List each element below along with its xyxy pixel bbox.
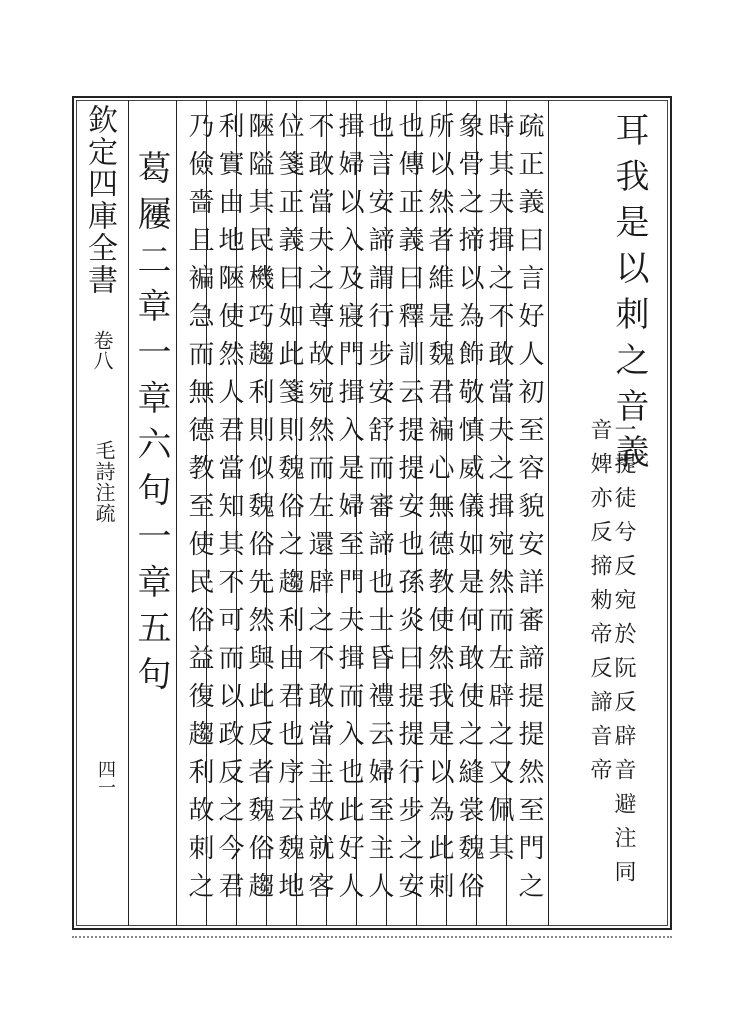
text-column: 音婢亦反揥勑帝反諦音帝: [587, 418, 612, 792]
column-rule: [548, 100, 549, 926]
text-column: 也傳正義曰釋訓云提提安也孫炎曰提提行步之安: [394, 112, 424, 910]
text-column: 不敢當夫之尊故宛然而左還辟之不敢當主故就客: [304, 112, 334, 910]
column-rule: [416, 100, 417, 926]
collection-title: 欽定四庫全書: [82, 104, 117, 296]
text-column: 利實由地陿使然人君當知其不可而以政反之今君: [214, 112, 244, 910]
text-column: 時其夫揖之不敢當夫之揖宛然而左辟之又佩其: [484, 112, 514, 872]
text-column: 揖婦以入及寢門揖入是婦至門夫揖而入也此好人: [334, 112, 364, 910]
text-column: 位箋正義曰如此箋則魏俗之趨利由君也序云魏地: [274, 112, 304, 910]
column-rule: [296, 100, 297, 926]
column-rule: [176, 100, 177, 926]
margin-divider: [128, 100, 129, 926]
text-column: 疏正義曰言好人初至容貌安詳審諦提提然至門之: [514, 112, 544, 910]
text-column: 也言安諦謂行步安舒而審諦也士昏禮云婦至主人: [364, 112, 394, 910]
column-rule: [266, 100, 267, 926]
column-rule: [386, 100, 387, 926]
column-rule: [476, 100, 477, 926]
text-column: 耳我是以刺之音義: [609, 112, 649, 480]
bottom-rule: [72, 930, 672, 938]
text-column: 所以然者維是魏君褊心無德教使然我是以為此刺: [424, 112, 454, 910]
text-column: 葛屨二章一章六句一章五句: [131, 150, 171, 702]
text-column: 象骨之揥以為飾敬慎威儀如是何敢使之縫裳魏俗: [454, 112, 484, 910]
column-rule: [236, 100, 237, 926]
text-column: 一提徒兮反宛於阮反辟音避注同: [611, 418, 636, 894]
column-rule: [206, 100, 207, 926]
text-column: 乃儉嗇且褊急而無德教至使民俗益復趨利故刺之: [184, 112, 214, 910]
text-column: 陿隘其民機巧趨利則似魏俗先然與此反者魏俗趨: [244, 112, 274, 910]
book-title: 毛詩注疏: [92, 440, 116, 524]
column-rule: [356, 100, 357, 926]
column-rule: [326, 100, 327, 926]
volume-mark: 卷八: [90, 330, 114, 370]
column-rule: [506, 100, 507, 926]
column-rule: [446, 100, 447, 926]
page-number: 四一: [95, 760, 116, 796]
